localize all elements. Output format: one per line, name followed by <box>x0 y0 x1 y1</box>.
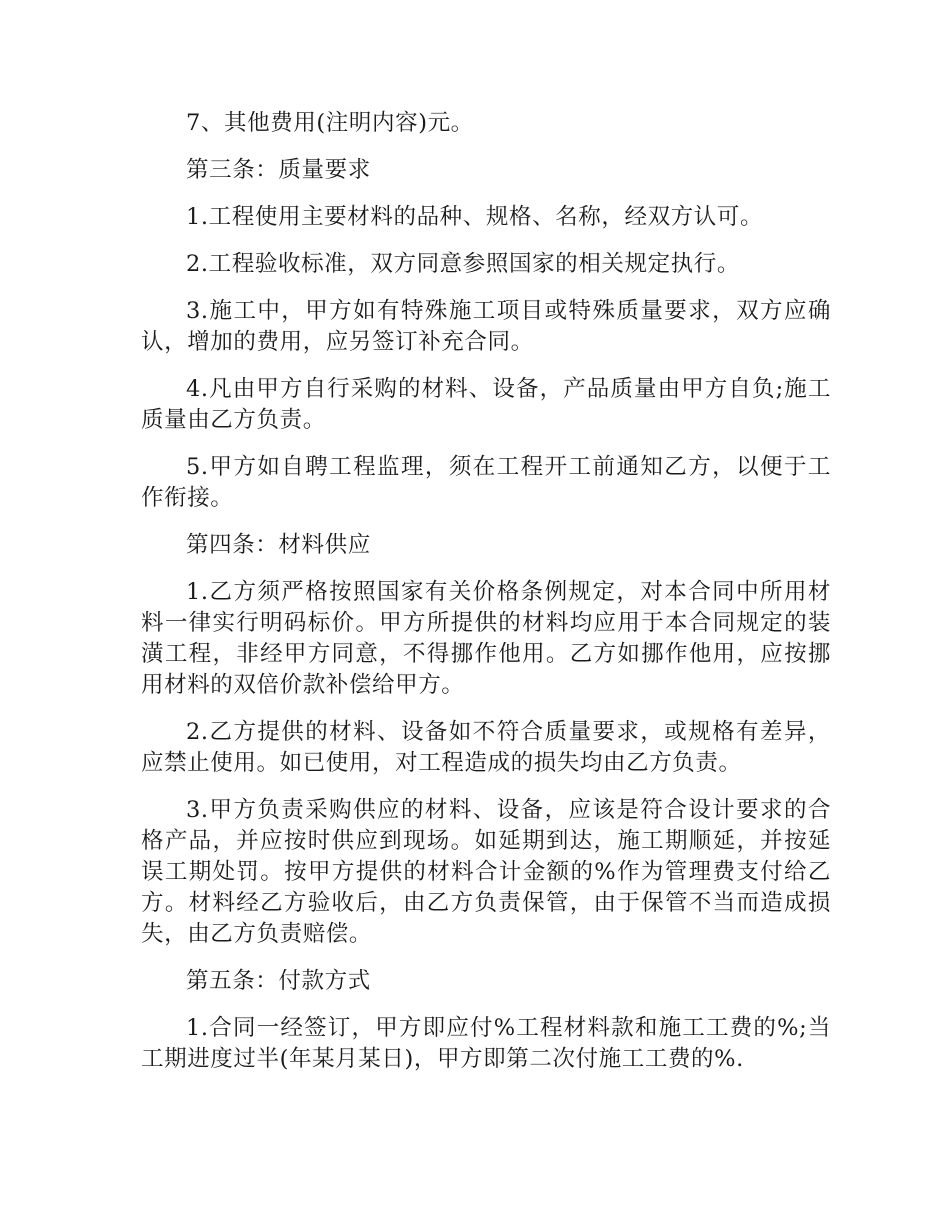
paragraph-quality-1: 1.工程使用主要材料的品种、规格、名称，经双方认可。 <box>186 204 764 230</box>
paragraph-quality-4: 4.凡由甲方自行采购的材料、设备，产品质量由甲方自负;施工质量由乙方负责。 <box>141 376 831 433</box>
paragraph-quality-2: 2.工程验收标准，双方同意参照国家的相关规定执行。 <box>186 251 740 277</box>
section-heading-payment: 第五条：付款方式 <box>186 968 371 994</box>
paragraph-other-fees: 7、其他费用(注明内容)元。 <box>186 110 474 136</box>
paragraph-payment-1: 1.合同一经签订，甲方即应付%工程材料款和施工工费的%;当工期进度过半(年某月某日)，甲方即第二次付施工工费的%. <box>141 1015 831 1072</box>
section-heading-materials: 第四条：材料供应 <box>186 532 371 558</box>
paragraph-materials-3: 3.甲方负责采购供应的材料、设备，应该是符合设计要求的合格产品，并应按时供应到现场。如延期到达，施工期顺延，并按延误工期处罚。按甲方提供的材料合计金额的%作为管理费支付给乙方。材料经乙方验收后，由乙方负责保管，由于保管不当而造成损失，由乙方负责赔偿。 <box>141 797 831 947</box>
paragraph-materials-2: 2.乙方提供的材料、设备如不符合质量要求，或规格有差异，应禁止使用。如已使用，对工程造成的损失均由乙方负责。 <box>141 719 831 776</box>
document-page <box>141 108 831 1091</box>
paragraph-materials-1: 1.乙方须严格按照国家有关价格条例规定，对本合同中所用材料一律实行明码标价。甲方所提供的材料均应用于本合同规定的装潢工程，非经甲方同意，不得挪作他用。乙方如挪作他用，应按挪用材料的双倍价款补偿给甲方。 <box>141 579 831 698</box>
section-heading-quality: 第三条：质量要求 <box>186 157 371 183</box>
paragraph-quality-3: 3.施工中，甲方如有特殊施工项目或特殊质量要求，双方应确认，增加的费用，应另签订补充合同。 <box>141 298 831 355</box>
paragraph-quality-5: 5.甲方如自聘工程监理，须在工程开工前通知乙方，以便于工作衔接。 <box>141 454 831 511</box>
